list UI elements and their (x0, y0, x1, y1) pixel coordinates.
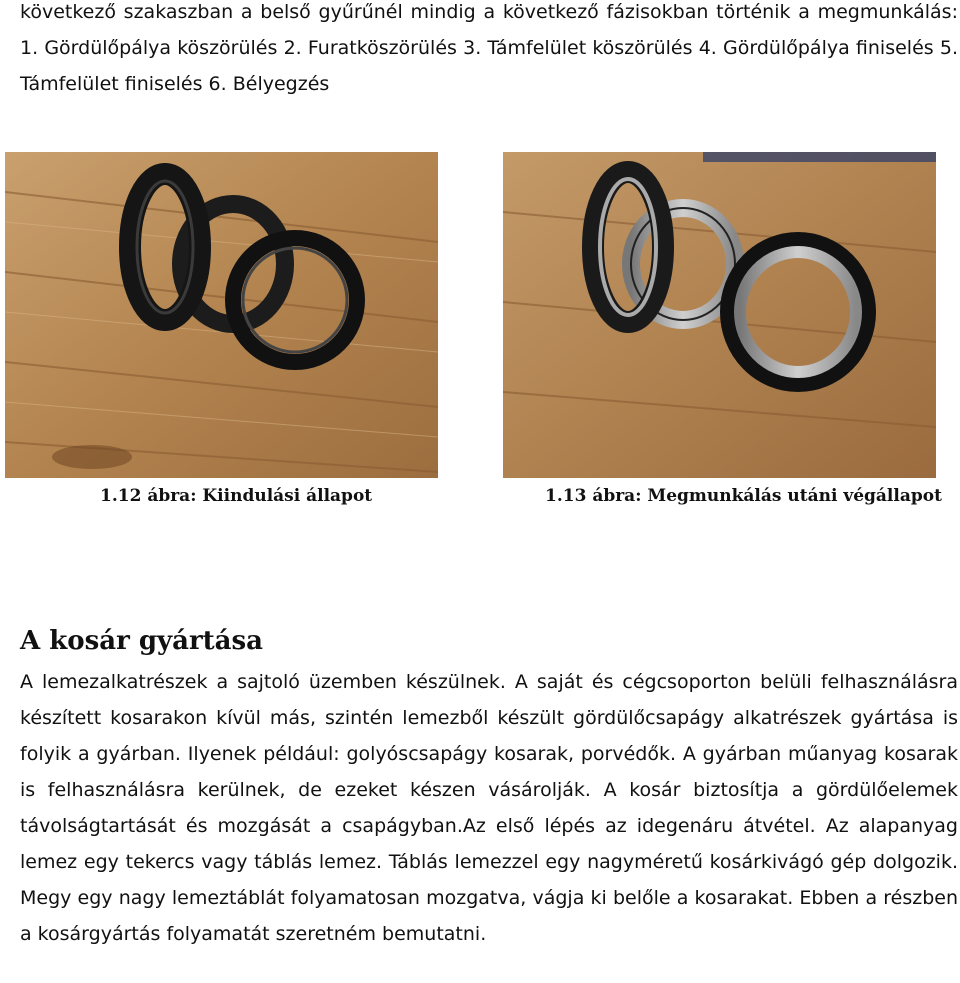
figure-initial-state-photo (5, 152, 438, 478)
body-paragraph: A lemezalkatrészek a sajtoló üzemben készülnek. A saját és cégcsoporton belüli felhasználásra készített kosarakon kívül más, szintén lemezből készült gördülőcsapágy alkatrészek gyártása is folyik a gyárban. Ilyenek például: golyóscsapágy kosarak, porvédők. A gyárban műanyag kosarak is felhasználásra kerülnek, de ezeket készen vásárolják. A kosár biztosítja a gördülőelemek távolságtartását és mozgását a csapágyban.Az első lépés az idegenáru átvétel. Az alapanyag lemez egy tekercs vagy táblás lemez. Táblás lemezzel egy nagyméretű kosárkivágó gép dolgozik. Megy egy nagy lemeztáblát folyamatosan mozgatva, vágja ki belőle a kosarakat. Ebben a részben a kosárgyártás folyamatát szeretném bemutatni. (20, 671, 958, 945)
intro-paragraph: következő szakaszban a belső gyűrűnél mindig a következő fázisokban történik a megmunkálás: 1. Gördülőpálya köszörülés 2. Furatköszörülés 3. Támfelület köszörülés 4. Gördülőpálya finiselés 5. Támfelület finiselés 6. Bélyegzés (20, 1, 958, 95)
section-heading: A kosár gyártása (20, 626, 263, 656)
figure-final-state-photo (503, 152, 936, 478)
figure-caption: 1.13 ábra: Megmunkálás utáni végállapot (545, 486, 942, 506)
figure-caption: 1.12 ábra: Kiindulási állapot (100, 486, 373, 506)
